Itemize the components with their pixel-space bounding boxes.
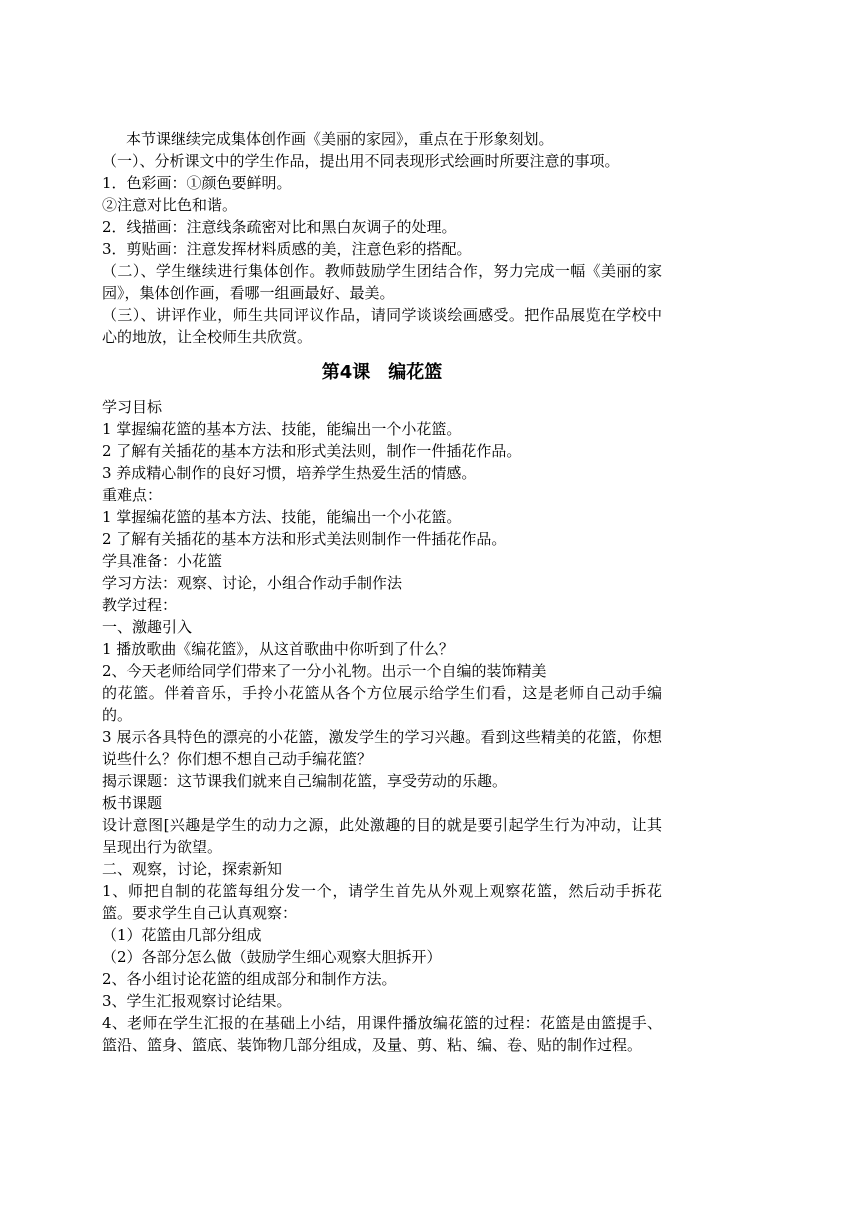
step-item: 2、今天老师给同学们带来了一分小礼物。出示一个自编的装饰精美	[102, 662, 547, 680]
board-topic-line: 板书课题	[102, 794, 163, 812]
objective-item: 1 掌握编花篮的基本方法、技能，能编出一个小花篮。	[102, 420, 462, 438]
analysis-paragraph: （一）、分析课文中的学生作品，提出用不同表现形式绘画时所要注意的事项。	[102, 152, 620, 170]
step-item: 1、师把自制的花篮每组分发一个，请学生首先从外观上观察花篮，然后动手拆花篮。要求学生自己认真观察：	[102, 882, 662, 922]
step-item: 1 播放歌曲《编花篮》，从这首歌曲中你听到了什么？	[102, 640, 454, 658]
group-creation-paragraph: （二）、学生继续进行集体创作。教师鼓励学生团结合作，努力完成一幅《美丽的家园》，集体创作画，看哪一组画最好、最美。	[102, 262, 662, 302]
materials-line: 学具准备：小花篮	[102, 552, 223, 570]
section-heading: 一、激趣引入	[102, 618, 193, 636]
question-item: （2）各部分怎么做（鼓励学生细心观察大胆拆开）	[102, 948, 442, 966]
evaluation-paragraph: （三）、讲评作业，师生共同评议作品，请同学谈谈绘画感受。把作品展览在学校中心的地放，让全校师生共欣赏。	[102, 306, 662, 346]
section-heading: 二、观察，讨论，探索新知	[102, 860, 283, 878]
line-drawing-item: 2．线描画：注意线条疏密对比和黑白灰调子的处理。	[102, 218, 457, 236]
topic-reveal-line: 揭示课题：这节课我们就来自己编制花篮，享受劳动的乐趣。	[102, 772, 508, 790]
key-points-heading: 重难点：	[102, 486, 163, 504]
lesson-title: 第4课 编花篮	[321, 362, 443, 383]
process-heading: 教学过程：	[102, 596, 178, 614]
collage-item: 3．剪贴画：注意发挥材料质感的美，注意色彩的搭配。	[102, 240, 472, 258]
color-painting-item: 1．色彩画：①颜色要鲜明。	[102, 174, 292, 192]
intro-paragraph: 本节课继续完成集体创作画《美丽的家园》，重点在于形象刻划。	[126, 130, 554, 148]
key-point-item: 1 掌握编花篮的基本方法、技能，能编出一个小花篮。	[102, 508, 462, 526]
step-item: 3、学生汇报观察讨论结果。	[102, 992, 292, 1010]
key-point-item: 2 了解有关插花的基本方法和形式美法则制作一件插花作品。	[102, 530, 507, 548]
step-item: 2、各小组讨论花篮的组成部分和制作方法。	[102, 970, 397, 988]
objective-item: 2 了解有关插花的基本方法和形式美法则，制作一件插花作品。	[102, 442, 522, 460]
objectives-heading: 学习目标	[102, 398, 163, 416]
design-intent-paragraph: 设计意图[兴趣是学生的动力之源，此处激趣的目的就是要引起学生行为冲动，让其呈现出行为欲望。	[102, 816, 662, 856]
step-item: 4、老师在学生汇报的在基础上小结，用课件播放编花篮的过程：花篮是由篮提手、篮沿、篮身、篮底、装饰物几部分组成，及量、剪、粘、编、卷、贴的制作过程。	[102, 1014, 662, 1054]
methods-line: 学习方法：观察、讨论，小组合作动手制作法	[102, 574, 403, 592]
question-item: （1）花篮由几部分组成	[102, 926, 262, 944]
document-body	[102, 128, 662, 1056]
objective-item: 3 养成精心制作的良好习惯，培养学生热爱生活的情感。	[102, 464, 477, 482]
color-painting-subitem: ②注意对比色和谐。	[102, 196, 238, 214]
step-item: 3 展示各具特色的漂亮的小花篮，激发学生的学习兴趣。看到这些精美的花篮，你想说些什么？你们想不想自己动手编花篮？	[102, 728, 662, 768]
step-continuation: 的花篮。伴着音乐，手拎小花篮从各个方位展示给学生们看，这是老师自己动手编的。	[102, 684, 662, 724]
